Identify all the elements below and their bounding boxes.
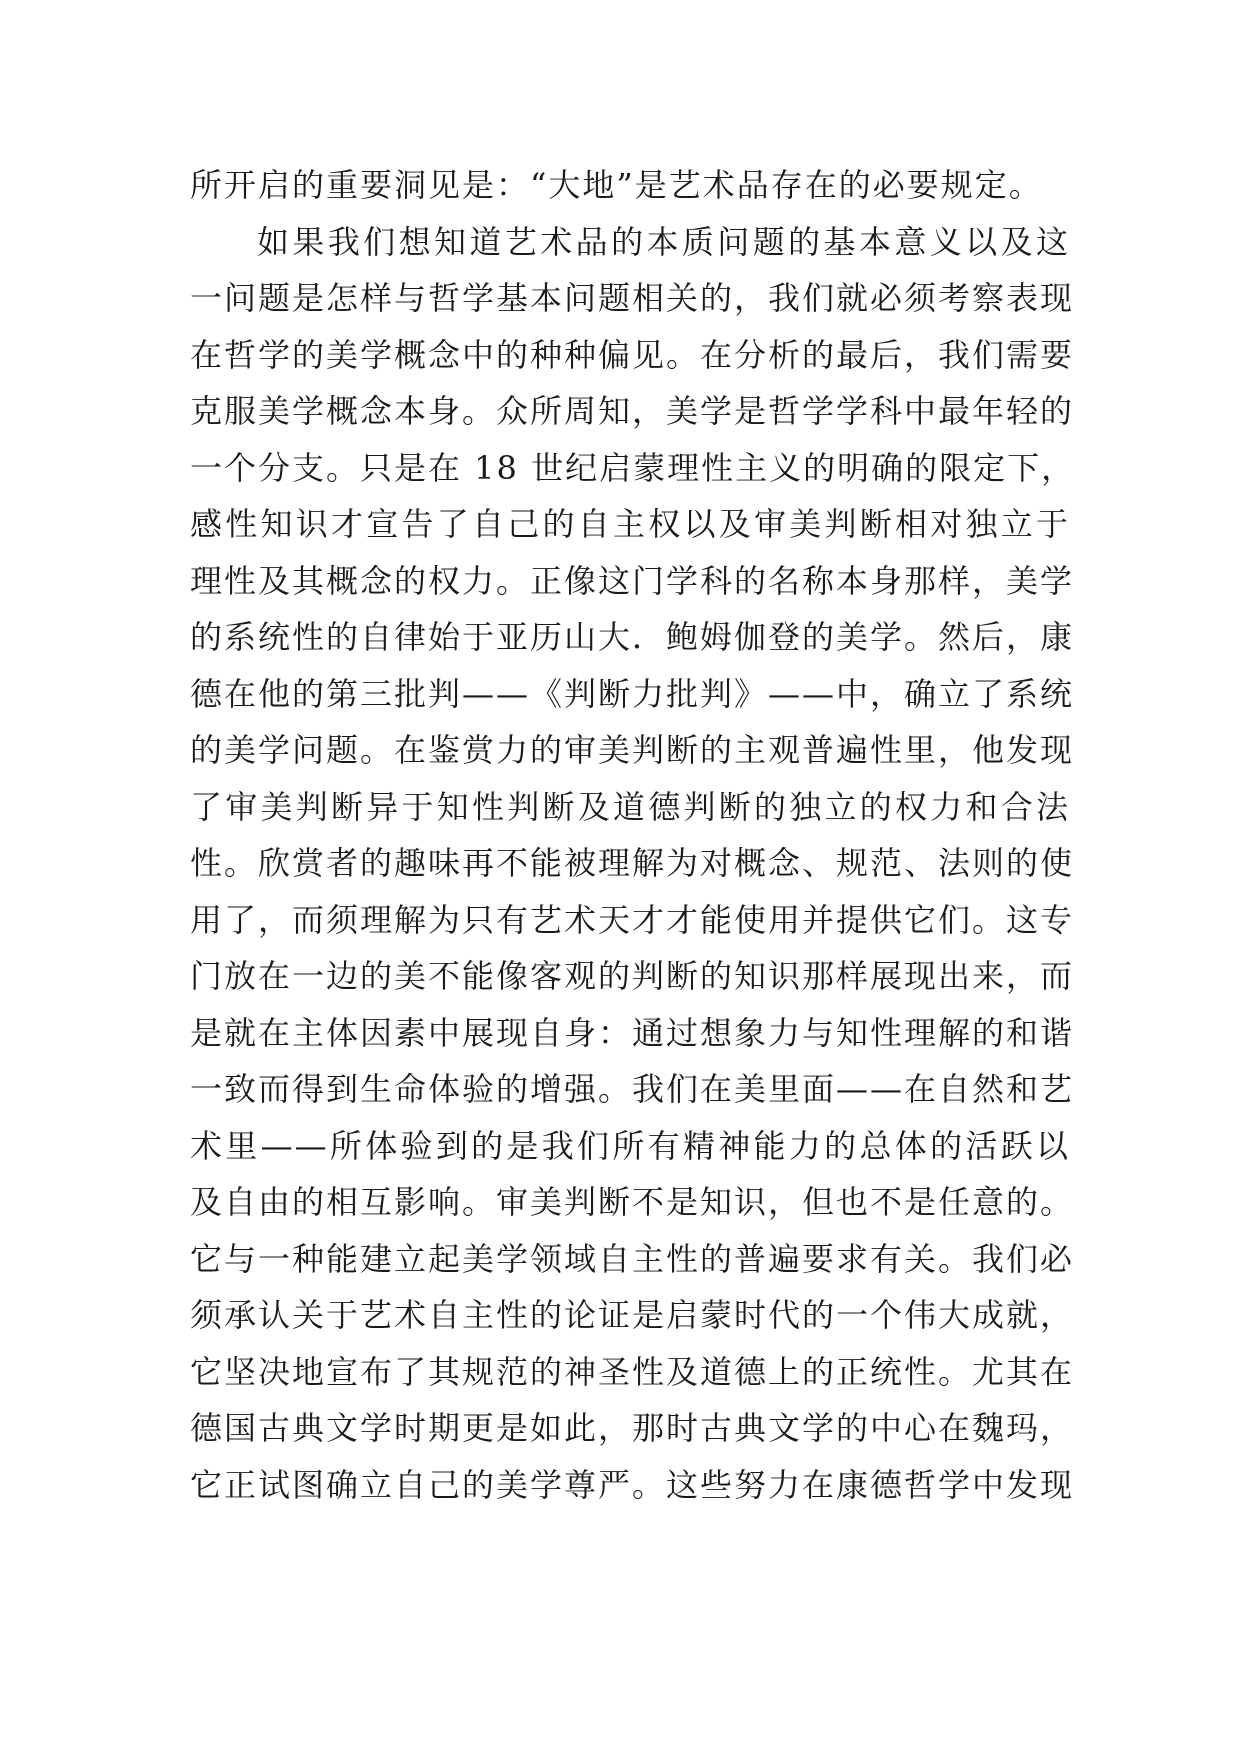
text-line-6: 一个分支。只是在 18 世纪启蒙理性主义的明确的限定下， bbox=[190, 448, 1076, 487]
text-line-8: 理性及其概念的权力。正像这门学科的名称本身那样，美学 bbox=[190, 561, 1075, 600]
text-line-22: 它坚决地宣布了其规范的神圣性及道德上的正统性。尤其在 bbox=[190, 1352, 1075, 1391]
text-line-13: 性。欣赏者的趣味再不能被理解为对概念、规范、法则的使 bbox=[190, 844, 1075, 882]
text-line-19: 及自由的相互影响。审美判断不是知识，但也不是任意的。 bbox=[190, 1183, 1075, 1221]
text-line-9: 的系统性的自律始于亚历山大．鲍姆伽登的美学。然后，康 bbox=[190, 618, 1075, 656]
text-line-23: 德国古典文学时期更是如此，那时古典文学的中心在魏玛， bbox=[190, 1409, 1075, 1447]
text-line-14: 用了，而须理解为只有艺术天才才能使用并提供它们。这专 bbox=[190, 900, 1075, 939]
text-line-1: 所开启的重要洞见是：“大地”是艺术品存在的必要规定。 bbox=[190, 166, 1043, 204]
body-text bbox=[190, 157, 1076, 1513]
text-line-7: 感性知识才宣告了自己的自主权以及审美判断相对独立于 bbox=[190, 505, 1070, 543]
text-line-5: 克服美学概念本身。众所周知，美学是哲学学科中最年轻的 bbox=[190, 392, 1075, 430]
text-line-10: 德在他的第三批判——《判断力批判》——中，确立了系统 bbox=[190, 674, 1075, 713]
text-line-12: 了审美判断异于知性判断及道德判断的独立的权力和合法 bbox=[190, 787, 1070, 826]
text-line-11: 的美学问题。在鉴赏力的审美判断的主观普遍性里，他发现 bbox=[190, 731, 1075, 769]
text-line-4: 在哲学的美学概念中的种种偏见。在分析的最后，我们需要 bbox=[190, 335, 1075, 374]
text-line-21: 须承认关于艺术自主性的论证是启蒙时代的一个伟大成就， bbox=[190, 1296, 1075, 1334]
text-line-3: 一问题是怎样与哲学基本问题相关的，我们就必须考察表现 bbox=[190, 279, 1075, 317]
text-line-17: 一致而得到生命体验的增强。我们在美里面——在自然和艺 bbox=[190, 1070, 1075, 1108]
text-line-15: 门放在一边的美不能像客观的判断的知识那样展现出来，而 bbox=[190, 957, 1075, 995]
text-line-20: 它与一种能建立起美学领域自主性的普遍要求有关。我们必 bbox=[190, 1239, 1075, 1278]
text-line-2: 如果我们想知道艺术品的本质问题的基本意义以及这 bbox=[257, 222, 1070, 261]
text-line-16: 是就在主体因素中展现自身：通过想象力与知性理解的和谐 bbox=[190, 1013, 1075, 1052]
text-line-18: 术里——所体验到的是我们所有精神能力的总体的活跃以 bbox=[190, 1126, 1070, 1165]
text-line-24: 它正试图确立自己的美学尊严。这些努力在康德哲学中发现 bbox=[190, 1465, 1075, 1504]
